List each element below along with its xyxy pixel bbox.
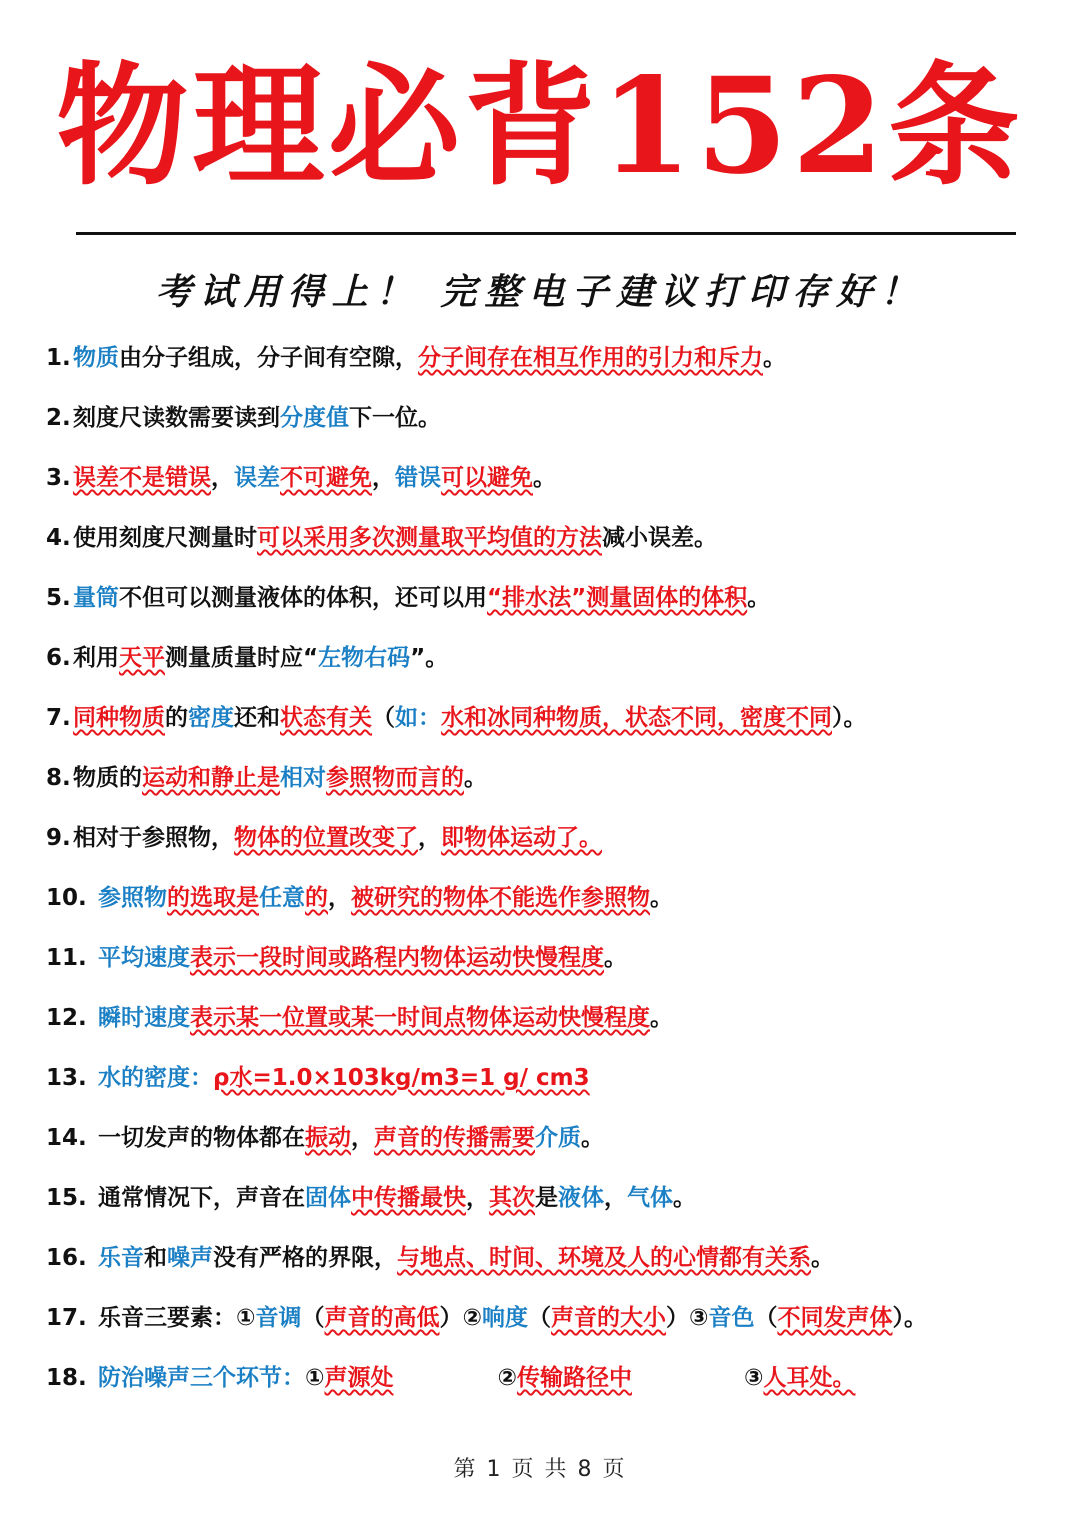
item-number: 5. [46, 585, 71, 611]
item-text [73, 334, 786, 382]
text-segment: 。 [763, 345, 786, 371]
term: 响度 [481, 1305, 528, 1331]
text-segment: ）。 [892, 1305, 927, 1331]
item-number: 2. [46, 405, 71, 431]
key-phrase: 即物体运动了。 [441, 825, 602, 851]
key-phrase: 与地点、时间、环境及人的心情都有关系 [397, 1245, 811, 1271]
item-number: 11. [46, 945, 87, 971]
text-segment: 的 [165, 705, 188, 731]
text-segment: 使用刻度尺测量时 [73, 525, 257, 551]
list-item [46, 994, 1056, 1054]
item-number: 7. [46, 705, 71, 731]
key-phrase: 的选取是 [167, 885, 259, 911]
list-item [46, 574, 1056, 634]
page-subtitle: 考试用得上！ 完整电子建议打印存好！ [155, 271, 925, 313]
item-text [73, 574, 770, 622]
term: 乐音 [98, 1245, 144, 1271]
item-text [73, 514, 717, 562]
list-item [46, 1234, 1056, 1294]
text-segment: 通常情况下，声音在 [98, 1185, 305, 1211]
term: 噪声 [167, 1245, 213, 1271]
key-phrase: “排水法”测量固体的体积 [487, 585, 748, 611]
text-segment: 利用 [73, 645, 119, 671]
text-segment: 和 [144, 1245, 167, 1271]
term: 物质 [73, 345, 119, 371]
term: 分度值 [280, 405, 349, 431]
key-phrase: 声源处 [324, 1365, 394, 1391]
item-number: 6. [46, 645, 71, 671]
item-text [98, 1294, 927, 1342]
text-segment: （ [527, 1305, 551, 1331]
item-number: 1. [46, 345, 71, 371]
item-text [98, 994, 673, 1042]
item-number: 12. [46, 1005, 87, 1031]
term: 误差 [234, 465, 280, 491]
list-item [46, 1114, 1056, 1174]
text-segment: ， [466, 1185, 489, 1211]
text-segment: 。 [464, 765, 487, 791]
key-phrase: 同种物质 [73, 705, 165, 731]
list-item [46, 514, 1056, 574]
text-segment: ， [328, 885, 351, 911]
list-item [46, 454, 1056, 514]
term: 左物右码 [318, 645, 411, 671]
term: 固体 [305, 1185, 351, 1211]
page-indicator: 第 1 页 共 8 页 [453, 1457, 627, 1482]
text-segment: 物质的 [73, 765, 142, 791]
text-segment: 。 [650, 885, 673, 911]
text-segment: ② [497, 1365, 517, 1391]
item-text [73, 814, 602, 862]
item-number: 17. [46, 1305, 87, 1331]
item-text [98, 1054, 590, 1102]
key-phrase: 表示一段时间或路程内物体运动快慢程度 [190, 945, 604, 971]
item-text [98, 874, 673, 922]
key-phrase: ρ水=1.0×103kg/m3=1 g/ cm3 [213, 1065, 590, 1091]
key-phrase: 天平 [119, 645, 165, 671]
term: 音调 [255, 1305, 302, 1331]
text-segment: ， [418, 825, 441, 851]
key-phrase: 分子间存在相互作用的引力和斥力 [418, 345, 763, 371]
list-item [46, 394, 1056, 454]
key-phrase: 被研究的物体不能选作参照物 [351, 885, 650, 911]
item-number: 16. [46, 1245, 87, 1271]
text-segment: ， [351, 1125, 374, 1151]
text-segment: ， [604, 1185, 627, 1211]
term: 相对 [280, 765, 326, 791]
key-phrase: 不同发声体 [777, 1305, 893, 1331]
title-divider [76, 232, 1016, 235]
text-segment: （ [301, 1305, 325, 1331]
list-item [46, 1054, 1056, 1114]
term: 介质 [535, 1125, 581, 1151]
key-phrase: 传输路径中 [516, 1365, 632, 1391]
term: 量筒 [73, 585, 119, 611]
key-phrase: 的 [305, 885, 328, 911]
key-phrase: 误差不是错误 [73, 465, 211, 491]
key-phrase: 状态有关 [280, 705, 372, 731]
text-segment: 一切发声的物体都在 [98, 1125, 305, 1151]
term: 音色 [708, 1305, 755, 1331]
list-item [46, 1354, 1056, 1414]
item-text [98, 1114, 604, 1162]
list-item [46, 694, 1056, 754]
key-phrase: 声音的大小 [550, 1305, 666, 1331]
key-phrase: 可以采用多次测量取平均值的方法 [257, 525, 602, 551]
list-item [46, 814, 1056, 874]
key-phrase: 中传播最快 [351, 1185, 466, 1211]
text-segment: 减小误差。 [602, 525, 717, 551]
text-segment: 刻度尺读数需要读到 [73, 405, 280, 431]
text-segment: 测量质量时应“ [165, 645, 319, 671]
key-phrase: 声音的高低 [324, 1305, 440, 1331]
text-segment: （ [754, 1305, 778, 1331]
item-text [98, 1354, 855, 1402]
text-segment: 。 [673, 1185, 696, 1211]
item-number: 18. [46, 1365, 87, 1391]
item-number: 10. [46, 885, 87, 911]
item-number: 4. [46, 525, 71, 551]
key-phrase: 其次 [489, 1185, 535, 1211]
text-segment: 由分子组成，分子间有空隙， [119, 345, 418, 371]
text-segment: ”。 [410, 645, 449, 671]
item-number: 8. [46, 765, 71, 791]
list-item [46, 874, 1056, 934]
key-phrase: 参照物而言的 [326, 765, 464, 791]
text-segment: ）③ [665, 1305, 709, 1331]
item-text [73, 634, 448, 682]
text-segment: ③ [743, 1365, 764, 1391]
term: 液体 [558, 1185, 604, 1211]
item-number: 15. [46, 1185, 87, 1211]
term: 密度 [188, 705, 234, 731]
term: 参照物 [98, 885, 167, 911]
text-segment: 。 [811, 1245, 834, 1271]
item-number: 9. [46, 825, 71, 851]
term: 任意 [259, 885, 305, 911]
facts-list [46, 334, 1056, 1414]
term: 水的密度： [98, 1065, 213, 1091]
key-phrase: 可以避免 [441, 465, 533, 491]
item-number: 3. [46, 465, 71, 491]
list-item [46, 334, 1056, 394]
list-item [46, 754, 1056, 814]
text-segment: 。 [581, 1125, 604, 1151]
list-item [46, 934, 1056, 994]
item-number: 13. [46, 1065, 87, 1091]
text-segment: 是 [535, 1185, 558, 1211]
item-text [73, 694, 867, 742]
term: 瞬时速度 [98, 1005, 190, 1031]
key-phrase: 振动 [305, 1125, 351, 1151]
term: 如： [395, 705, 441, 731]
text-segment: 没有严格的界限， [213, 1245, 397, 1271]
text-segment: ）。 [832, 705, 867, 731]
item-text [98, 1234, 834, 1282]
item-number: 14. [46, 1125, 87, 1151]
text-segment: ）② [439, 1305, 482, 1331]
text-segment: 相对于参照物， [73, 825, 234, 851]
item-text [98, 1174, 696, 1222]
key-phrase: 物体的位置改变了 [234, 825, 418, 851]
text-segment: 还和 [234, 705, 280, 731]
key-phrase: 水和冰同种物质，状态不同，密度不同 [441, 705, 832, 731]
term: 防治噪声三个环节： [98, 1365, 305, 1391]
key-phrase: 不可避免 [280, 465, 372, 491]
text-segment: 。 [650, 1005, 673, 1031]
page-title: 物理必背152条 [56, 49, 1024, 204]
text-segment: ① [305, 1365, 325, 1391]
term: 气体 [627, 1185, 673, 1211]
text-segment: 乐音三要素：① [98, 1305, 256, 1331]
list-item [46, 1294, 1056, 1354]
key-phrase: 表示某一位置或某一时间点物体运动快慢程度 [190, 1005, 650, 1031]
text-segment: 。 [533, 465, 556, 491]
term: 错误 [395, 465, 441, 491]
text-segment: 。 [747, 585, 771, 611]
text-segment: （ [372, 705, 395, 731]
item-text [73, 394, 441, 442]
text-segment: ， [211, 465, 234, 491]
text-segment: 不但可以测量液体的体积，还可以用 [119, 585, 487, 611]
text-segment: ， [372, 465, 395, 491]
list-item [46, 634, 1056, 694]
item-text [73, 754, 487, 802]
key-phrase: 运动和静止是 [142, 765, 280, 791]
item-text [73, 454, 556, 502]
item-text [98, 934, 627, 982]
term: 平均速度 [98, 945, 190, 971]
text-segment: 。 [604, 945, 627, 971]
text-segment: 下一位。 [349, 405, 441, 431]
key-phrase: 人耳处。 [763, 1365, 856, 1391]
list-item [46, 1174, 1056, 1234]
key-phrase: 声音的传播需要 [374, 1125, 535, 1151]
